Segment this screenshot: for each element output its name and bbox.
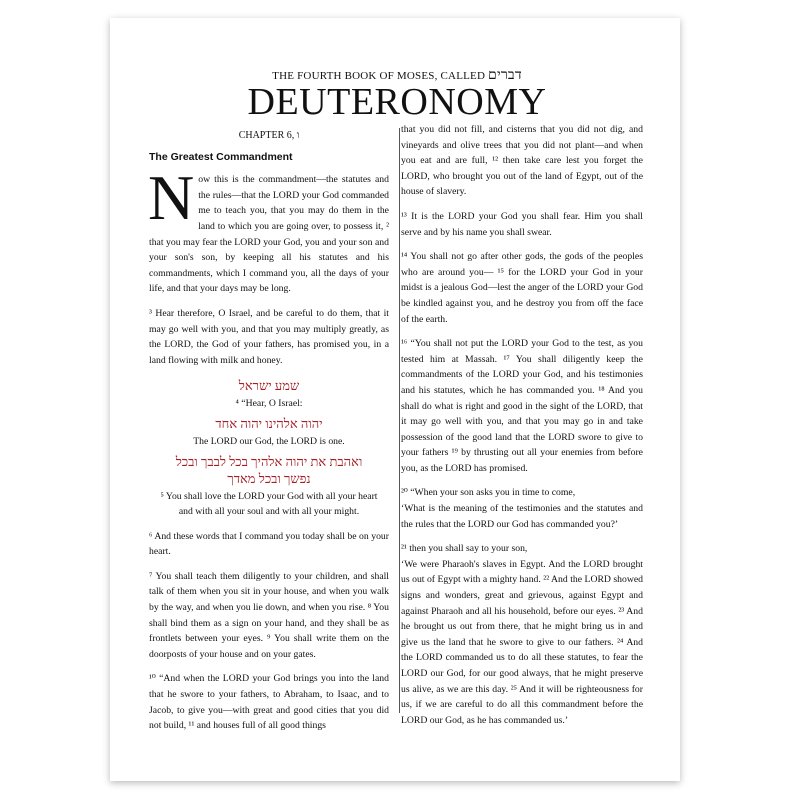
verse-7-9: ⁷ You shall teach them diligently to your children, and shall talk of them when you sit in your house, and when you walk by the way, and when you lie down, and when you rise. ⁸ You shall bind them as a sign on your hand, and they shall be as frontlets between your eyes. ⁹ You shall write them on the doorposts of your house and on your gates. [149, 570, 389, 660]
shema-english-2: The LORD our God, the LORD is one. [193, 435, 345, 447]
shema-hebrew-3: ואהבת את יהוה אלהיך בכל לבבך ובכל [175, 453, 363, 469]
verse-13: ¹³ It is the LORD your God you shall fear. Him you shall serve and by his name you shall swear. [401, 210, 643, 238]
verse-20-intro: ²⁰ “When your son asks you in time to come, [401, 487, 576, 499]
verse-16-19: ¹⁶ “You shall not put the LORD your God to the test, as you tested him at Massah. ¹⁷ You shall diligently keep the commandments of the LORD your God, and his testimonies and his statutes, which he has commanded you. ¹⁸ And you shall do what is right and good in the sight of the LORD, that it may go well with you, and that you may go in and take possession of the good land that the LORD swore to give to your fathers ¹⁹ by thrusting out all your enemies from before you, as the LORD has promised. [401, 338, 643, 474]
verse-14-15: ¹⁴ You shall not go after other gods, the gods of the peoples who are around you— ¹⁵ for the LORD your God in your midst is a jealous God—lest the anger of the LORD your God be kindled against you, and he destroy you from off the face of the earth. [401, 251, 643, 325]
verse-11-12: that you did not fill, and cisterns that you did not dig, and vineyards and olive trees that you did not plant—and when you eat and are full, ¹² then take care lest you forget the LORD, who brought you out of the land of Egypt, out of the house of slavery. [401, 124, 643, 198]
right-column [401, 122, 643, 737]
chapter-heading: CHAPTER 6, ו [238, 130, 300, 141]
shema-hebrew-1: שמע ישראל [238, 378, 300, 394]
verse-20-question: ‘What is the meaning of the testimonies and the statutes and the rules that the LORD our God has commanded you?’ [401, 503, 643, 530]
book-hebrew-name: דברים [488, 68, 522, 83]
shema-hebrew-2: יהוה אלהינו יהוה אחד [215, 415, 323, 431]
drop-cap: N [148, 162, 195, 234]
section-heading: The Greatest Commandment [149, 150, 293, 163]
book-line-text: THE FOURTH BOOK OF MOSES, CALLED [272, 70, 486, 82]
verse-10-11: ¹⁰ “And when the LORD your God brings you into the land that he swore to your fathers, to Abraham, to Isaac, and to Jacob, to give you—with great and good cities that you did not build, ¹¹ and houses full of all good things [149, 673, 389, 732]
shema-hebrew-4: נפשך ובכל מאדך [227, 470, 311, 486]
shema-english-4: and with all your soul and with all your might. [178, 506, 360, 518]
verse-21-intro: ²¹ then you shall say to your son, [401, 543, 528, 555]
verse-1-2-text: ow this is the commandment—the statutes and the rules—that the LORD your God commanded me to teach you, that you may do them in the land to which you are going over, to possess it, ² that you may fear the LORD your God, you and your son and your son's son, by keeping all his statutes and his commandments, which I command you, all the days of your life, and that your days may be long. [149, 174, 389, 295]
verse-1-2 [148, 162, 389, 297]
left-column [149, 128, 389, 743]
verse-3: ³ Hear therefore, O Israel, and be careful to do them, that it may go well with you, and that you may multiply greatly, as the LORD, the God of your fathers, has promised you, in a land flowing with milk and honey. [149, 307, 389, 366]
column-divider [399, 128, 400, 713]
shema-english-3: ⁵ You shall love the LORD your God with all your heart [160, 490, 378, 502]
verse-6: ⁶ And these words that I command you today shall be on your heart. [149, 530, 389, 558]
verse-21-25: ‘We were Pharaoh's slaves in Egypt. And the LORD brought us out of Egypt with a mighty hand. ²² And the LORD showed signs and wonders, great and grievous, against Egypt and against Pharaoh and all his household, before our eyes. ²³ And he brought us out from there, that he might bring us in and give us the land that he swore to give to our fathers. ²⁴ And the LORD commanded us to do all these statutes, to fear the LORD our God, for our good always, that he might preserve us alive, as we are this day. ²⁵ And it will be righteousness for us, if we are careful to do all this commandment before the LORD our God, as he has commanded us.’ [401, 558, 643, 726]
book-title: DEUTERONOMY [247, 81, 547, 123]
shema-english-1: ⁴ “Hear, O Israel: [235, 398, 303, 410]
